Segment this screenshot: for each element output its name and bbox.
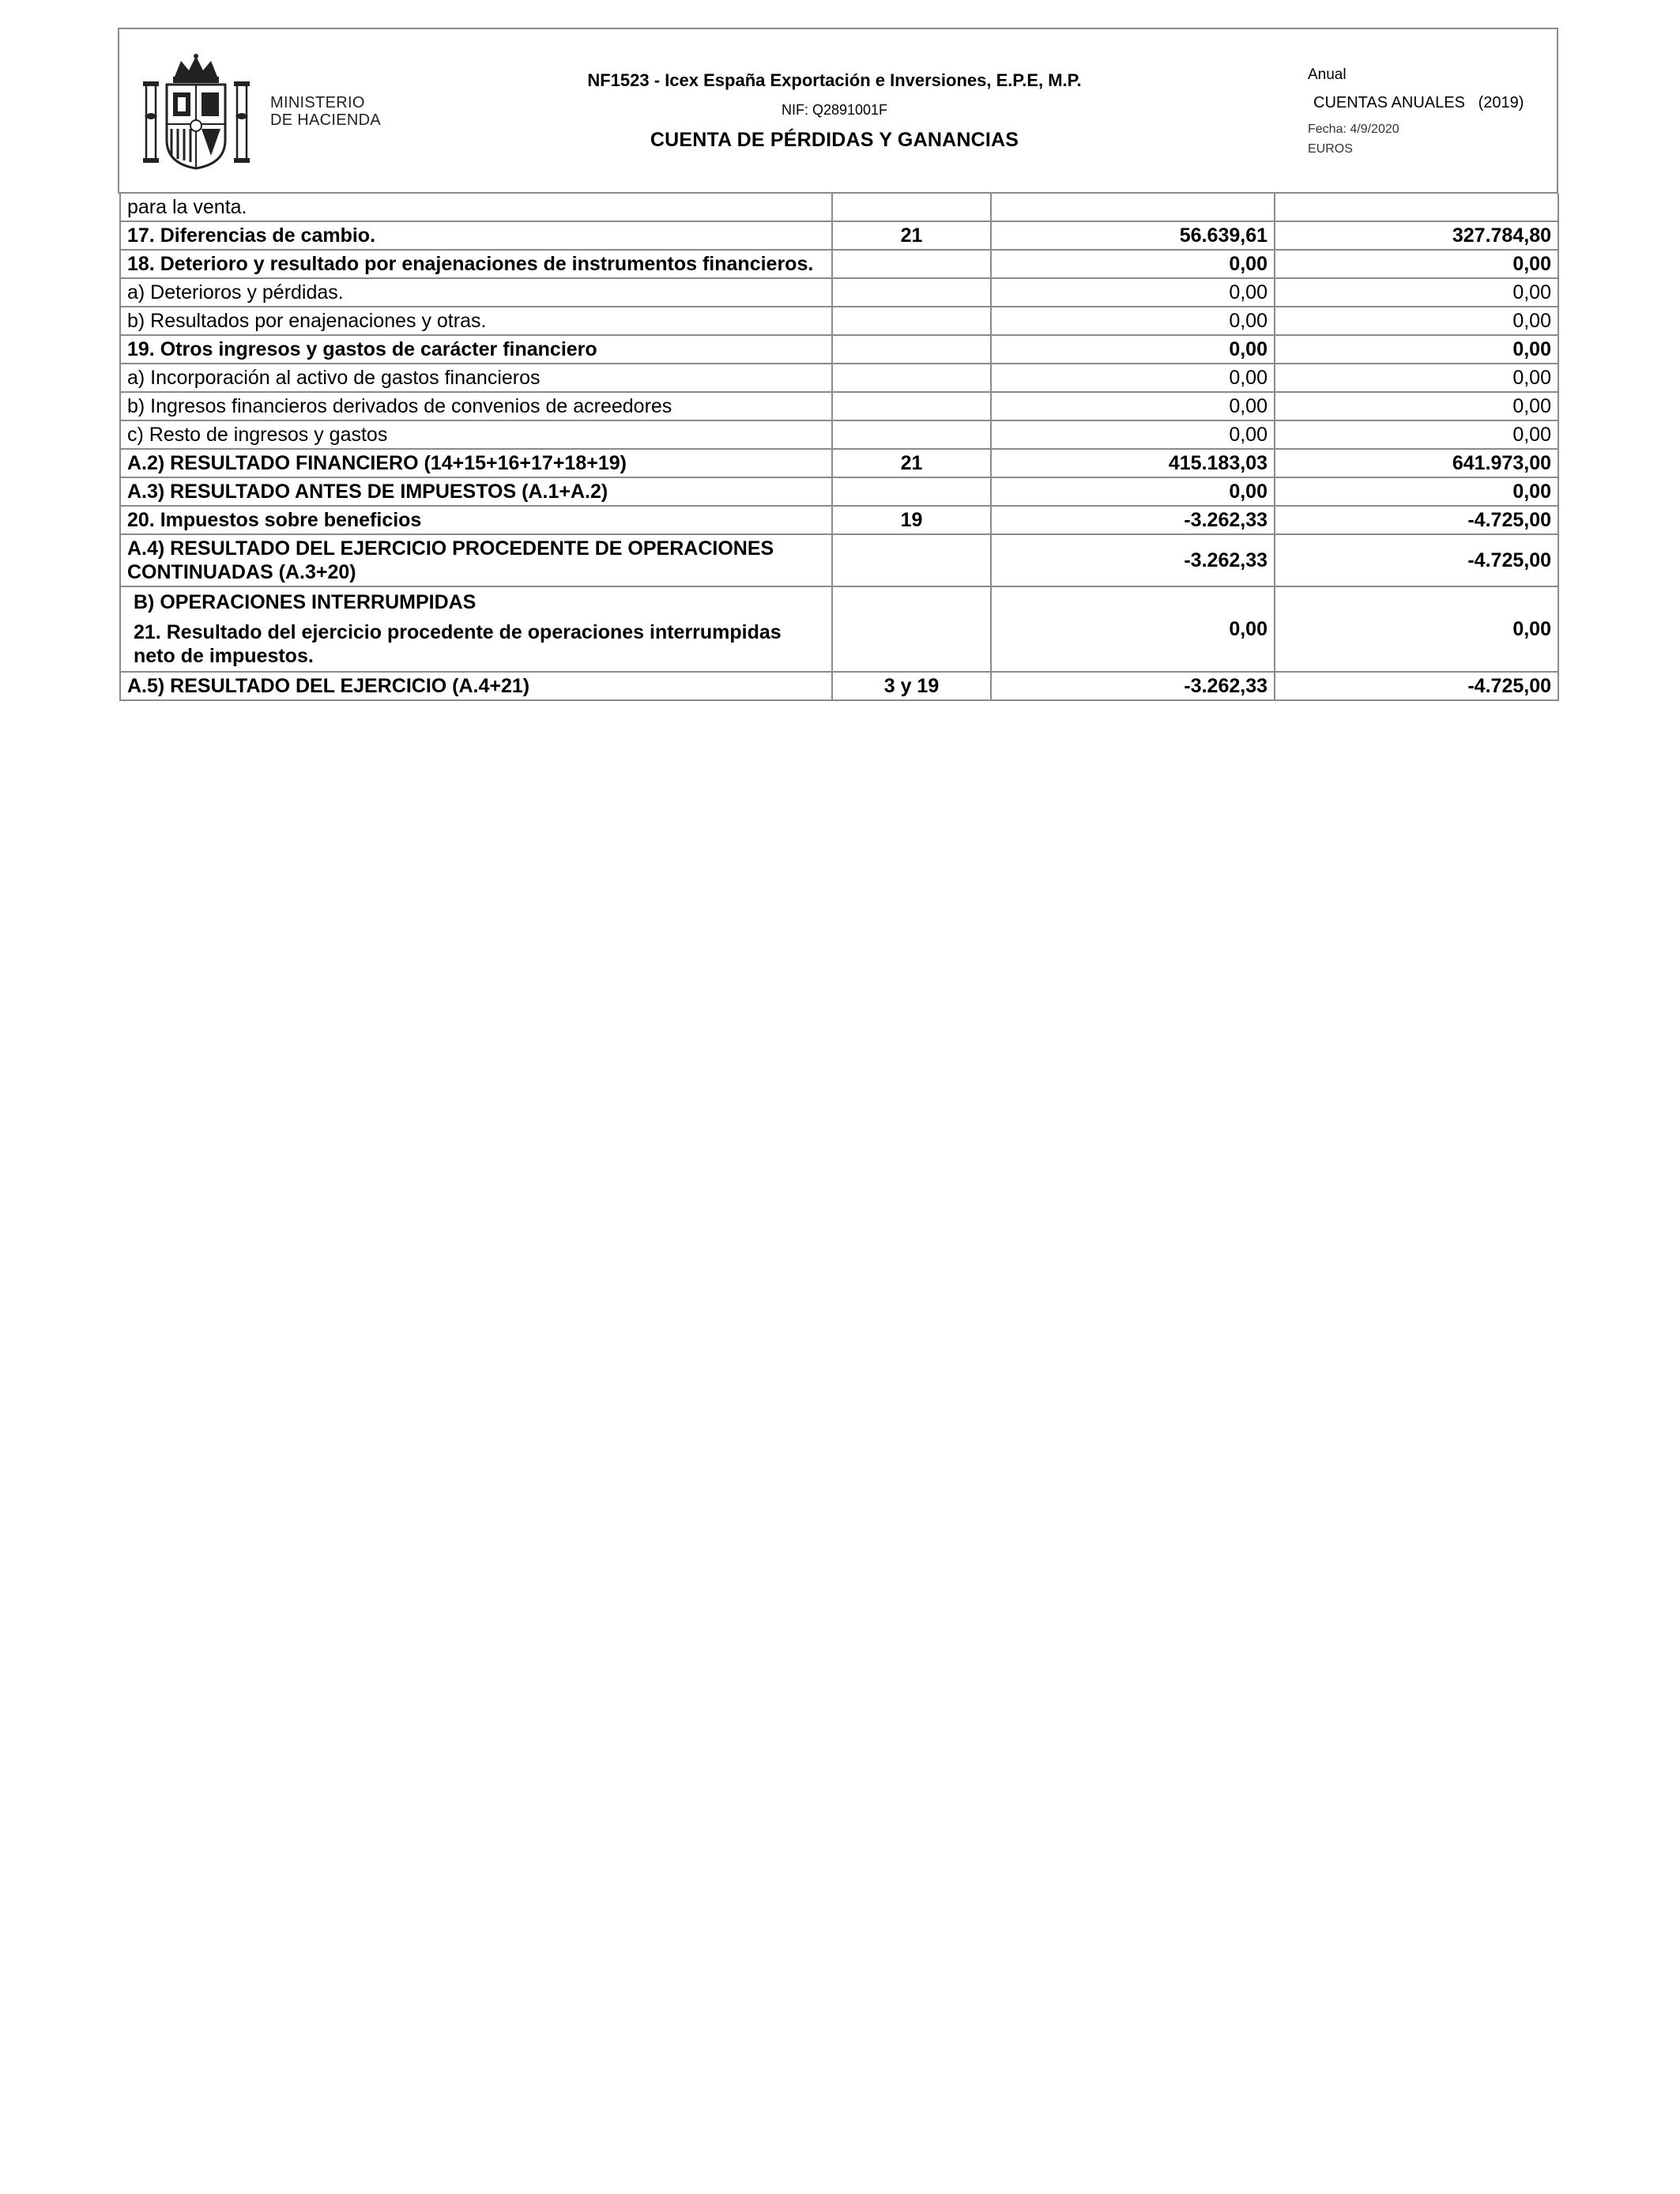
document-title: CUENTA DE PÉRDIDAS Y GANANCIAS: [650, 129, 1019, 151]
row-current-value: -3.262,33: [991, 534, 1275, 586]
row-current-value: 56.639,61: [991, 221, 1275, 250]
row-label: A.2) RESULTADO FINANCIERO (14+15+16+17+18+19): [120, 449, 832, 477]
report-date: Fecha: 4/9/2020: [1308, 123, 1399, 136]
row-label: 17. Diferencias de cambio.: [120, 221, 832, 250]
row-note: 3 y 19: [832, 672, 991, 700]
row-label: b) Resultados por enajenaciones y otras.: [120, 307, 832, 335]
row-previous-value: 0,00: [1275, 307, 1558, 335]
row-current-value: -3.262,33: [991, 506, 1275, 534]
row-note: [832, 477, 991, 506]
table-row: [120, 250, 1558, 278]
ministry-line-2: DE HACIENDA: [270, 111, 381, 129]
profit-loss-table: [119, 194, 1559, 701]
row-note: [832, 534, 991, 586]
row-current-value: 0,00: [991, 335, 1275, 364]
report-header: [118, 28, 1558, 194]
table-row: [120, 364, 1558, 392]
table-row: [120, 586, 1558, 672]
row-label: c) Resto de ingresos y gastos: [120, 420, 832, 449]
row-note: [832, 420, 991, 449]
row-previous-value: 327.784,80: [1275, 221, 1558, 250]
row-label: b) Ingresos financieros derivados de convenios de acreedores: [120, 392, 832, 420]
row-label: A.5) RESULTADO DEL EJERCICIO (A.4+21): [120, 672, 832, 700]
row-previous-value: 0,00: [1275, 335, 1558, 364]
row-note: [832, 364, 991, 392]
table-row: [120, 335, 1558, 364]
row-current-value: 0,00: [991, 307, 1275, 335]
row-note: [832, 250, 991, 278]
row-note: [832, 307, 991, 335]
row-note: 21: [832, 221, 991, 250]
period-label: Anual: [1308, 66, 1347, 83]
row-label: 21. Resultado del ejercicio procedente de operaciones interrumpidas neto de impuestos.: [134, 621, 782, 667]
row-current-value: 0,00: [991, 278, 1275, 307]
row-note: [832, 392, 991, 420]
row-current-value: 0,00: [991, 392, 1275, 420]
row-label: 19. Otros ingresos y gastos de carácter financiero: [120, 335, 832, 364]
table-row: [120, 392, 1558, 420]
row-current-value: 415.183,03: [991, 449, 1275, 477]
row-current-value: 0,00: [991, 250, 1275, 278]
currency-label: EUROS: [1308, 142, 1353, 156]
row-label: 18. Deterioro y resultado por enajenaciones de instrumentos financieros.: [120, 250, 832, 278]
row-previous-value: 0,00: [1275, 586, 1558, 672]
table-row: [120, 506, 1558, 534]
row-previous-value: -4.725,00: [1275, 534, 1558, 586]
row-label: a) Deterioros y pérdidas.: [120, 278, 832, 307]
row-current-value: -3.262,33: [991, 672, 1275, 700]
row-current-value: [991, 194, 1275, 221]
ministry-line-1: MINISTERIO: [270, 94, 365, 111]
table-row: [120, 672, 1558, 700]
row-previous-value: 641.973,00: [1275, 449, 1558, 477]
row-note: [832, 278, 991, 307]
company-name: NF1523 - Icex España Exportación e Inversiones, E.P.E, M.P.: [587, 70, 1082, 90]
table-row: [120, 221, 1558, 250]
row-previous-value: 0,00: [1275, 250, 1558, 278]
row-previous-value: -4.725,00: [1275, 506, 1558, 534]
row-previous-value: 0,00: [1275, 364, 1558, 392]
row-label: a) Incorporación al activo de gastos financieros: [120, 364, 832, 392]
section-heading: B) OPERACIONES INTERRUMPIDAS: [134, 591, 477, 613]
row-current-value: 0,00: [991, 586, 1275, 672]
row-label: 20. Impuestos sobre beneficios: [120, 506, 832, 534]
row-label: A.3) RESULTADO ANTES DE IMPUESTOS (A.1+A.2): [120, 477, 832, 506]
coat-of-arms-logo: [143, 53, 250, 172]
row-previous-value: 0,00: [1275, 392, 1558, 420]
table-row: [120, 477, 1558, 506]
row-previous-value: 0,00: [1275, 420, 1558, 449]
row-current-value: 0,00: [991, 477, 1275, 506]
company-nif: NIF: Q2891001F: [781, 102, 888, 118]
table-row: [120, 420, 1558, 449]
row-label-group: [120, 586, 832, 672]
row-current-value: 0,00: [991, 364, 1275, 392]
row-note: [832, 194, 991, 221]
row-note: 21: [832, 449, 991, 477]
table-row: [120, 534, 1558, 586]
table-row: [120, 449, 1558, 477]
row-note: 19: [832, 506, 991, 534]
table-row: [120, 194, 1558, 221]
row-note: [832, 335, 991, 364]
row-label: para la venta.: [120, 194, 832, 221]
row-current-value: 0,00: [991, 420, 1275, 449]
table-row: [120, 307, 1558, 335]
row-previous-value: [1275, 194, 1558, 221]
row-previous-value: -4.725,00: [1275, 672, 1558, 700]
row-previous-value: 0,00: [1275, 477, 1558, 506]
table-row: [120, 278, 1558, 307]
row-label: A.4) RESULTADO DEL EJERCICIO PROCEDENTE DE OPERACIONES CONTINUADAS (A.3+20): [120, 534, 832, 586]
ministry-name: [270, 94, 381, 129]
row-previous-value: 0,00: [1275, 278, 1558, 307]
row-note: [832, 586, 991, 672]
accounts-label: CUENTAS ANUALES (2019): [1313, 94, 1524, 111]
